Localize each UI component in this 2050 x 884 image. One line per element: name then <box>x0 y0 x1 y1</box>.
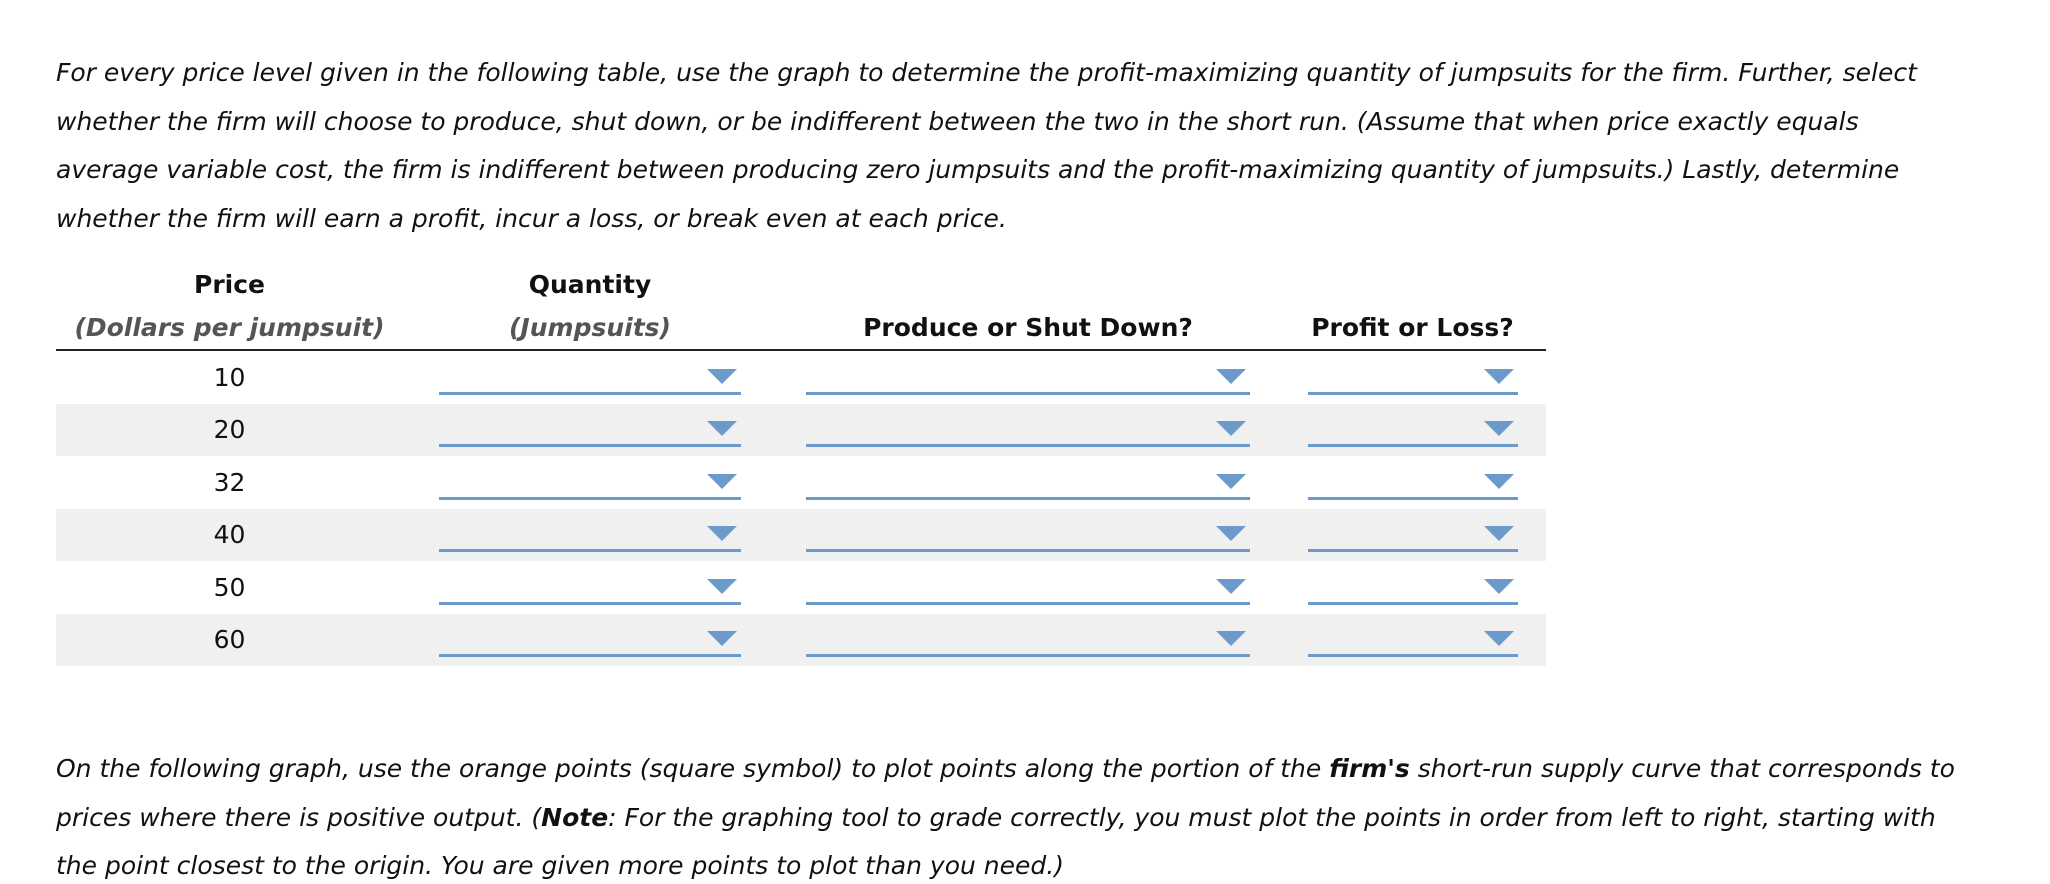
dropdown-arrow-icon <box>1216 631 1246 646</box>
dropdown-arrow-icon <box>1484 369 1514 384</box>
produce-dropdown[interactable] <box>806 360 1250 395</box>
profit-cell <box>1279 350 1546 404</box>
dropdown-arrow-icon <box>707 369 737 384</box>
profit-cell <box>1279 614 1546 667</box>
quantity-cell <box>403 614 777 667</box>
price-cell: 50 <box>213 572 246 602</box>
price-cell: 10 <box>213 362 246 392</box>
price-cell: 40 <box>56 509 403 562</box>
quantity-unit-header: (Jumpsuits) <box>403 306 777 350</box>
produce-cell <box>777 509 1279 562</box>
produce-cell <box>777 350 1279 404</box>
quantity-dropdown[interactable] <box>439 517 741 552</box>
table-row <box>56 509 1546 562</box>
instructions-text-3: : For the graphing tool to grade correctly, you must plot the points in order from left to right, starting with the point closest to the origin. You are given more points to plot than you need.) <box>56 802 1936 880</box>
produce-cell <box>777 456 1279 509</box>
instructions-bold-1: firm's <box>1329 754 1410 783</box>
produce-dropdown[interactable] <box>806 622 1250 657</box>
price-header: Price <box>194 269 265 299</box>
profit-dropdown[interactable] <box>1308 412 1518 447</box>
quantity-dropdown[interactable] <box>439 570 741 605</box>
price-unit-header: (Dollars per jumpsuit) <box>56 306 403 350</box>
instructions-text-1: On the following graph, use the orange points (square symbol) to plot points along the portion of the <box>56 754 1330 783</box>
table-row <box>56 404 1546 457</box>
dropdown-arrow-icon <box>707 474 737 489</box>
instructions-bold-2: Note <box>541 802 609 832</box>
produce-cell <box>777 404 1279 457</box>
produce-dropdown[interactable] <box>806 517 1250 552</box>
produce-dropdown[interactable] <box>806 570 1250 605</box>
produce-header: Produce or Shut Down? <box>777 306 1279 350</box>
profit-cell <box>1279 456 1546 509</box>
price-cell: 20 <box>56 404 403 457</box>
quantity-cell <box>403 456 777 509</box>
quantity-dropdown[interactable] <box>439 465 741 500</box>
produce-dropdown[interactable] <box>806 412 1250 447</box>
profit-dropdown[interactable] <box>1308 517 1518 552</box>
dropdown-arrow-icon <box>707 631 737 646</box>
dropdown-arrow-icon <box>1216 474 1246 489</box>
profit-dropdown[interactable] <box>1308 360 1518 395</box>
price-cell: 32 <box>213 467 246 497</box>
dropdown-arrow-icon <box>1484 631 1514 646</box>
profit-dropdown[interactable] <box>1308 622 1518 657</box>
quantity-header: Quantity <box>528 269 652 299</box>
dropdown-arrow-icon <box>1216 421 1246 436</box>
profit-cell <box>1279 509 1546 562</box>
price-cell: 60 <box>56 614 403 667</box>
dropdown-arrow-icon <box>1484 579 1514 594</box>
quantity-cell <box>403 561 777 614</box>
dropdown-arrow-icon <box>707 579 737 594</box>
produce-cell <box>777 561 1279 614</box>
instructions-paragraph <box>56 745 1956 884</box>
dropdown-arrow-icon <box>1484 474 1514 489</box>
answer-table <box>56 262 1546 666</box>
dropdown-arrow-icon <box>1484 526 1514 541</box>
profit-dropdown[interactable] <box>1308 465 1518 500</box>
profit-cell <box>1279 561 1546 614</box>
quantity-dropdown[interactable] <box>439 412 741 447</box>
profit-header: Profit or Loss? <box>1279 306 1546 350</box>
dropdown-arrow-icon <box>1484 421 1514 436</box>
dropdown-arrow-icon <box>707 526 737 541</box>
produce-dropdown[interactable] <box>806 465 1250 500</box>
dropdown-arrow-icon <box>707 421 737 436</box>
table-row <box>56 350 1546 404</box>
quantity-cell <box>403 404 777 457</box>
produce-cell <box>777 614 1279 667</box>
dropdown-arrow-icon <box>1216 526 1246 541</box>
table-row <box>56 614 1546 667</box>
table-row <box>56 561 1546 614</box>
dropdown-arrow-icon <box>1216 369 1246 384</box>
quantity-dropdown[interactable] <box>439 360 741 395</box>
quantity-cell <box>403 509 777 562</box>
quantity-dropdown[interactable] <box>439 622 741 657</box>
dropdown-arrow-icon <box>1216 579 1246 594</box>
table-row <box>56 456 1546 509</box>
profit-dropdown[interactable] <box>1308 570 1518 605</box>
intro-paragraph: For every price level given in the following table, use the graph to determine the profit-maximizing quantity of jumpsuits for the firm. Further, select whether the firm will choose to produce, shut down, or be indifferent between the two in the short run. (Assume that when price exactly equals average variable cost, the firm is indifferent between producing zero jumpsuits and the profit-maximizing quantity of jumpsuits.) Lastly, determine whether the firm will earn a profit, incur a loss, or break even at each price. <box>56 58 1917 233</box>
instructions-text-2: short-run supply curve that corresponds to prices where there is positive output. ( <box>56 754 1955 832</box>
profit-cell <box>1279 404 1546 457</box>
quantity-cell <box>403 350 777 404</box>
